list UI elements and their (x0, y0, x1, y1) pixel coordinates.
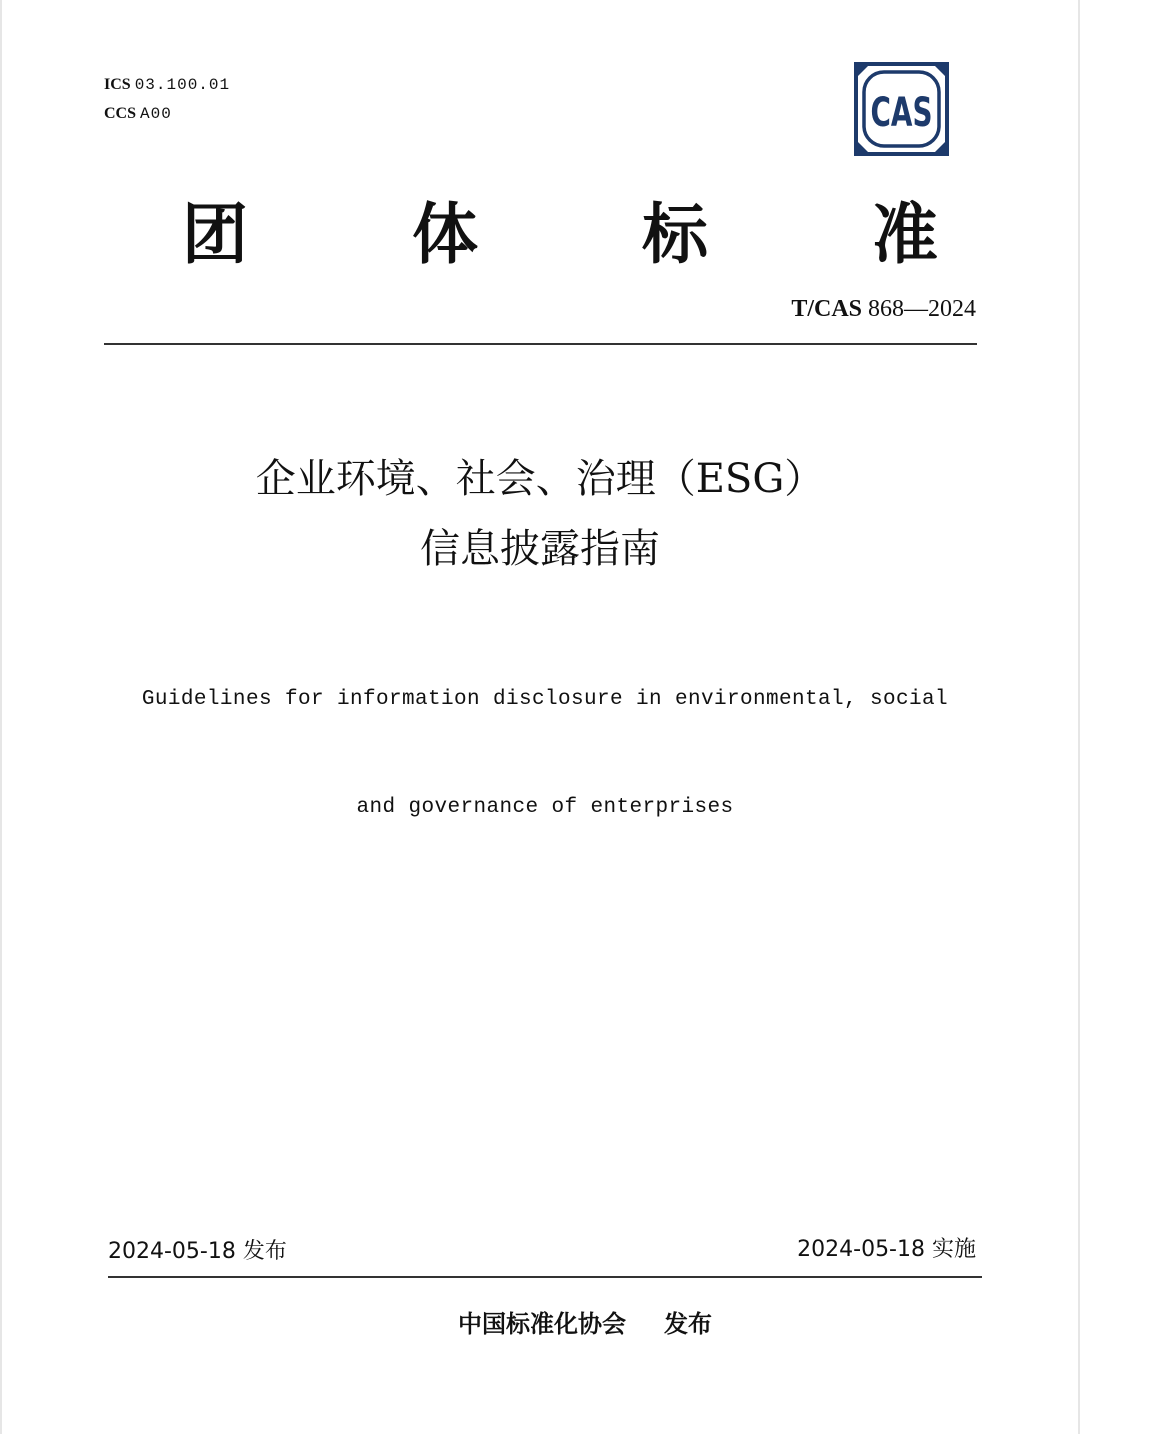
ccs-label: CCS (104, 105, 137, 122)
standard-number (791, 294, 976, 324)
standard-prefix: T/CAS (791, 296, 862, 322)
english-title-line-2: and governance of enterprises (356, 796, 734, 819)
english-title (0, 610, 1090, 862)
chinese-title-line-2: 信息披露指南 (420, 526, 660, 572)
chinese-title (0, 444, 1080, 584)
ccs-code (104, 99, 230, 128)
footer-divider (108, 1276, 982, 1278)
classification-codes (104, 70, 230, 128)
issue-date: 2024-05-18 发布 (108, 1239, 287, 1264)
cas-logo-text: CAS (870, 90, 933, 136)
ccs-value: A00 (140, 105, 172, 123)
ics-label: ICS (104, 76, 131, 93)
title-char: 标 (642, 196, 708, 273)
publisher-name: 中国标准化协会 (458, 1310, 626, 1338)
chinese-title-line-1: 企业环境、社会、治理（ESG） (255, 456, 825, 502)
standard-code: 868—2024 (868, 296, 976, 322)
ics-value: 03.100.01 (134, 76, 231, 94)
cas-logo-icon (854, 62, 949, 156)
document-type-title (160, 195, 960, 275)
publisher-action: 发布 (664, 1310, 712, 1338)
ics-code (104, 70, 230, 99)
publisher-line (0, 1306, 1170, 1342)
title-char: 准 (872, 196, 938, 273)
header-divider (104, 343, 977, 345)
title-char: 体 (412, 196, 478, 273)
english-title-line-1: Guidelines for information disclosure in environmental, social (141, 688, 949, 711)
implementation-date: 2024-05-18 实施 (797, 1237, 976, 1262)
title-char: 团 (182, 196, 248, 273)
